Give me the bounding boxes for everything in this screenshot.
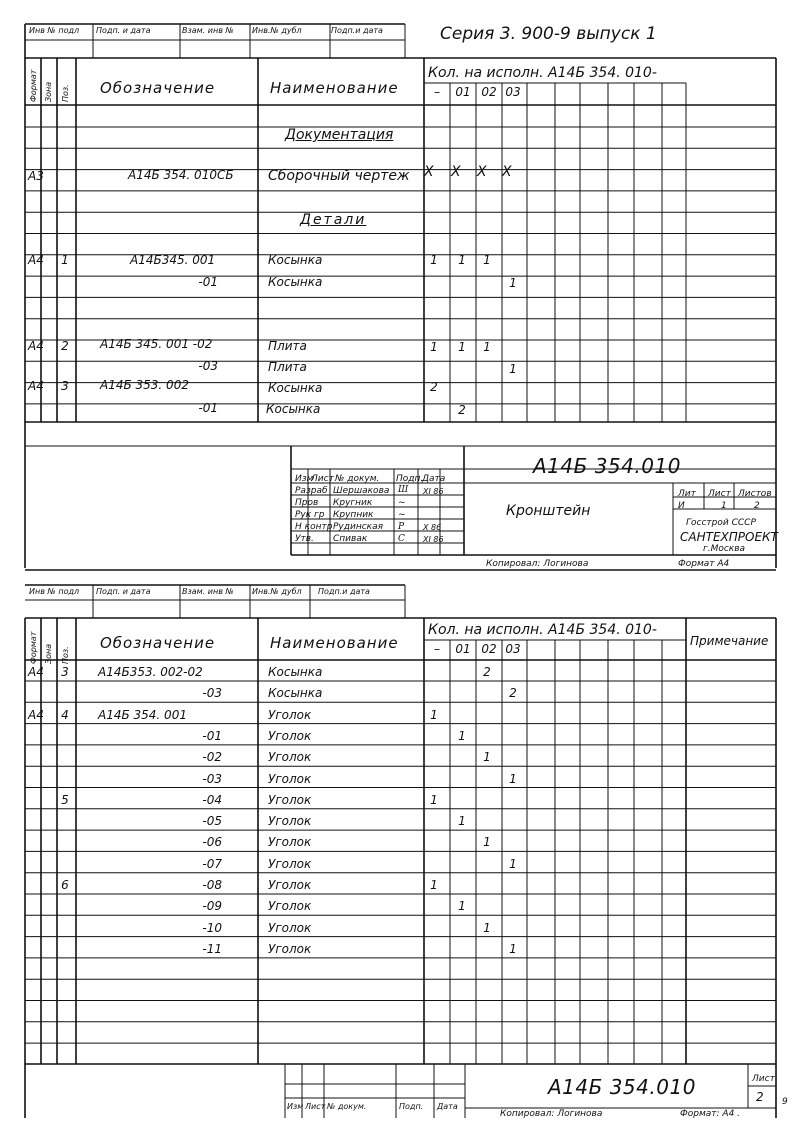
s2-row-name: Уголок [268,835,312,850]
tb1-org-1: Госстрой СССР [686,518,756,528]
sig-nkontr: Р [398,522,405,532]
s1-pos-7: 3 [61,379,69,393]
tb1-date-4: XI 86 [423,535,444,544]
s1-des-5: А14Б 345. 001 -02 [100,337,213,351]
s1-name-8: Косынка [266,402,321,416]
s1-q-5-2: 1 [483,340,491,354]
s2-row-name: Уголок [268,792,312,807]
tb2-hdr-doc: № докум. [327,1102,367,1111]
s2-row-designation: -03 [202,771,222,786]
s2-format: Формат: А4 . [680,1109,741,1119]
tb1-role-4: Утв. [295,534,314,544]
tb1-org-2: САНТЕХПРОЕКТ [680,530,778,544]
s2-row-qty: 1 [483,750,491,765]
tb1-role-1: Пров [295,498,319,508]
tb2-sheet-label: Лист [752,1074,775,1084]
s2-row-designation: -11 [202,941,222,956]
s2-row-name: Уголок [268,728,312,743]
tb2-code: А14Б 354.010 [548,1075,696,1099]
s2-row-designation: -05 [202,814,222,829]
tb1-hdr-izm: Изм [295,474,314,484]
s1-des-8: -01 [198,401,218,415]
s1-des-7: А14Б 353. 002 [100,378,189,392]
s1-q-4-3: 1 [509,276,517,290]
s1-q-7-0: 2 [430,380,438,394]
s1-pos-5: 2 [61,339,69,353]
s2-row-name: Уголок [268,878,312,892]
tb2-hdr-podp: Подп. [399,1102,424,1111]
tb1-hdr-podp: Подп. [396,474,424,484]
s2-row-format: А4 [28,707,44,722]
stamp-vzam: Взам. инв № [182,26,234,35]
sig-razrab: Ш [398,485,409,495]
tb1-role-0: Разраб [295,486,328,496]
s2-hdr-qty-title: Кол. на исполн. А14Б 354. 010- [428,622,657,638]
s2-hdr-designation: Обозначение [100,634,216,652]
tb2-hdr-date: Дата [437,1102,458,1111]
s2-copied: Копировал: Логинова [500,1109,603,1119]
tb1-role-2: Рук гр [295,510,325,520]
s2-stamp-podp-data-2: Подп.и дата [318,587,370,596]
tb1-hdr-list: Лист [311,474,334,484]
tb1-date-3: X 86 [423,523,442,532]
s1-name-7: Косынка [268,381,323,395]
s2-row-qty: 1 [483,835,491,850]
s1-format: Формат А4 [678,559,730,569]
s2-row-name: Уголок [268,941,312,956]
s2-row-designation: -09 [202,899,222,914]
tb2-sheet-value: 2 [756,1090,764,1104]
tb1-name-3: Рудинская [333,522,384,532]
s2-row-name: Уголок [268,856,312,871]
s2-row-name: Уголок [268,707,312,722]
s2-hdr-col-01: 01 [455,642,471,656]
tb1-date-0: XI 86 [423,487,444,496]
s2-row-qty: 1 [509,856,517,871]
s2-row-name: Уголок [268,771,312,786]
s1-pos-3: 1 [61,253,69,267]
s2-row-designation: -01 [202,728,222,743]
tb1-sheets-label: Листов [738,489,772,499]
s2-row-qty: 1 [430,878,438,892]
hdr-col-03: 03 [505,85,521,99]
s1-q-5-0: 1 [430,340,438,354]
s2-row-designation: А14Б 354. 001 [98,707,187,722]
s2-row-qty: 1 [483,920,491,935]
s2-row-pos: 3 [61,665,69,679]
s1-q-1-0: X [424,164,434,180]
s1-fmt-7: А4 [28,379,44,393]
hdr-col-02: 02 [481,85,497,99]
s1-q-1-3: X [502,164,512,180]
s2-stamp-podp-data: Подп. и дата [96,587,151,596]
s2-row-name: Уголок [268,899,312,914]
s2-row-qty: 2 [483,665,491,679]
s2-row-pos: 4 [61,707,69,722]
s2-margin-num: 9 [782,1097,788,1107]
tb2-hdr-izm: Изм [287,1102,304,1111]
s1-fmt-1: А3 [28,169,44,183]
s2-row-qty: 2 [509,686,517,701]
tb1-lit-value: И [678,501,685,511]
s2-row-designation: -10 [202,920,222,935]
s1-name-3: Косынка [268,253,323,267]
s2-row-format: А4 [28,665,44,679]
s2-row-designation: -02 [202,750,222,765]
s2-row-designation: -07 [202,856,222,871]
s1-q-1-2: X [477,164,487,180]
s1-q-3-1: 1 [458,253,466,267]
s1-des-4: -01 [198,275,218,289]
stamp-inv-dubl: Инв.№ дубл [252,26,302,35]
s2-row-designation: А14Б353. 002-02 [98,665,203,679]
sig-utv: С [398,534,405,544]
s2-hdr-col-base: – [434,642,440,656]
s2-hdr-col-02: 02 [481,642,497,656]
tb1-hdr-doc: № докум. [335,474,380,484]
s2-row-name: Косынка [268,665,323,679]
s1-name-0: Документация [285,127,394,143]
stamp-podp-data: Подп. и дата [96,26,151,35]
s1-name-2: Детали [300,212,367,228]
tb1-sheet-value: 1 [721,501,727,511]
s2-hdr-name: Наименование [270,634,399,652]
tb1-title: Кронштейн [506,503,591,519]
s2-row-qty: 1 [509,771,517,786]
s2-row-qty: 1 [430,707,438,722]
tb1-name-1: Кругник [333,498,373,508]
s2-row-designation: -06 [202,835,222,850]
s2-row-designation: -08 [202,878,222,892]
tb1-role-3: Н контр [295,522,333,532]
s2-row-qty: 1 [509,941,517,956]
s1-name-5: Плита [268,339,307,353]
hdr-qty-title: Кол. на исполн. А14Б 354. 010- [428,65,657,81]
tb1-name-2: Крупник [333,510,374,520]
s2-row-name: Уголок [268,814,312,829]
stamp-podp-data-2: Подп.и дата [331,26,383,35]
tb2-hdr-list: Лист [305,1102,326,1111]
tb1-name-4: Спивак [333,534,368,544]
s2-row-pos: 5 [61,792,69,807]
s2-row-pos: 6 [61,878,69,892]
tb1-org-3: г.Москва [703,544,746,554]
s1-fmt-3: А4 [28,253,44,267]
tb1-code: А14Б 354.010 [533,454,681,478]
s2-hdr-col-03: 03 [505,642,521,656]
s2-row-name: Уголок [268,750,312,765]
s1-name-6: Плита [268,360,307,374]
tb1-lit-label: Лит [678,489,696,499]
tb1-sheets-value: 2 [754,501,760,511]
s2-row-designation: -03 [202,686,222,701]
sig-ruk: ~ [398,510,406,520]
hdr-col-01: 01 [455,85,471,99]
s2-row-qty: 1 [458,899,466,914]
s1-q-6-3: 1 [509,362,517,376]
s2-row-name: Косынка [268,686,323,701]
hdr-name: Наименование [270,79,399,97]
s1-q-1-1: X [451,164,461,180]
tb1-name-0: Шершакова [333,486,390,496]
hdr-format: Формат [29,69,38,102]
s1-q-3-2: 1 [483,253,491,267]
s1-name-4: Косынка [268,275,323,289]
hdr-pos: Поз. [61,84,70,102]
tb1-sheet-label: Лист [708,489,731,499]
s2-row-qty: 1 [430,792,438,807]
s1-des-1: А14Б 354. 010СБ [128,168,234,182]
s1-des-6: -03 [198,359,218,373]
s1-des-3: А14Б345. 001 [130,253,216,267]
s2-row-designation: -04 [202,792,222,807]
stamp-inv-podl: Инв № подл [29,26,80,35]
s2-stamp-inv-podl: Инв № подл [29,587,80,596]
s2-hdr-note: Примечание [690,634,769,648]
s1-fmt-5: А4 [28,339,44,353]
s2-row-qty: 1 [458,814,466,829]
tb1-hdr-date: Дата [422,474,446,484]
s1-name-1: Сборочный чертеж [268,168,410,184]
s2-row-name: Уголок [268,920,312,935]
s2-stamp-inv-dubl: Инв.№ дубл [252,587,302,596]
s1-q-3-0: 1 [430,253,438,267]
s2-stamp-vzam: Взам. инв № [182,587,234,596]
s2-row-qty: 1 [458,728,466,743]
s1-q-8-1: 2 [458,403,466,417]
s2-hdr-zone: Зона [44,643,53,664]
sig-prov: ~ [398,498,406,508]
hdr-zone: Зона [44,81,53,102]
s1-q-5-1: 1 [458,340,466,354]
s2-hdr-format: Формат [29,631,38,664]
hdr-designation: Обозначение [100,79,216,97]
s2-hdr-pos: Поз. [61,646,70,664]
series-label: Серия 3. 900-9 выпуск 1 [440,24,657,44]
hdr-col-base: – [434,85,440,99]
s1-copied: Копировал: Логинова [486,559,589,569]
